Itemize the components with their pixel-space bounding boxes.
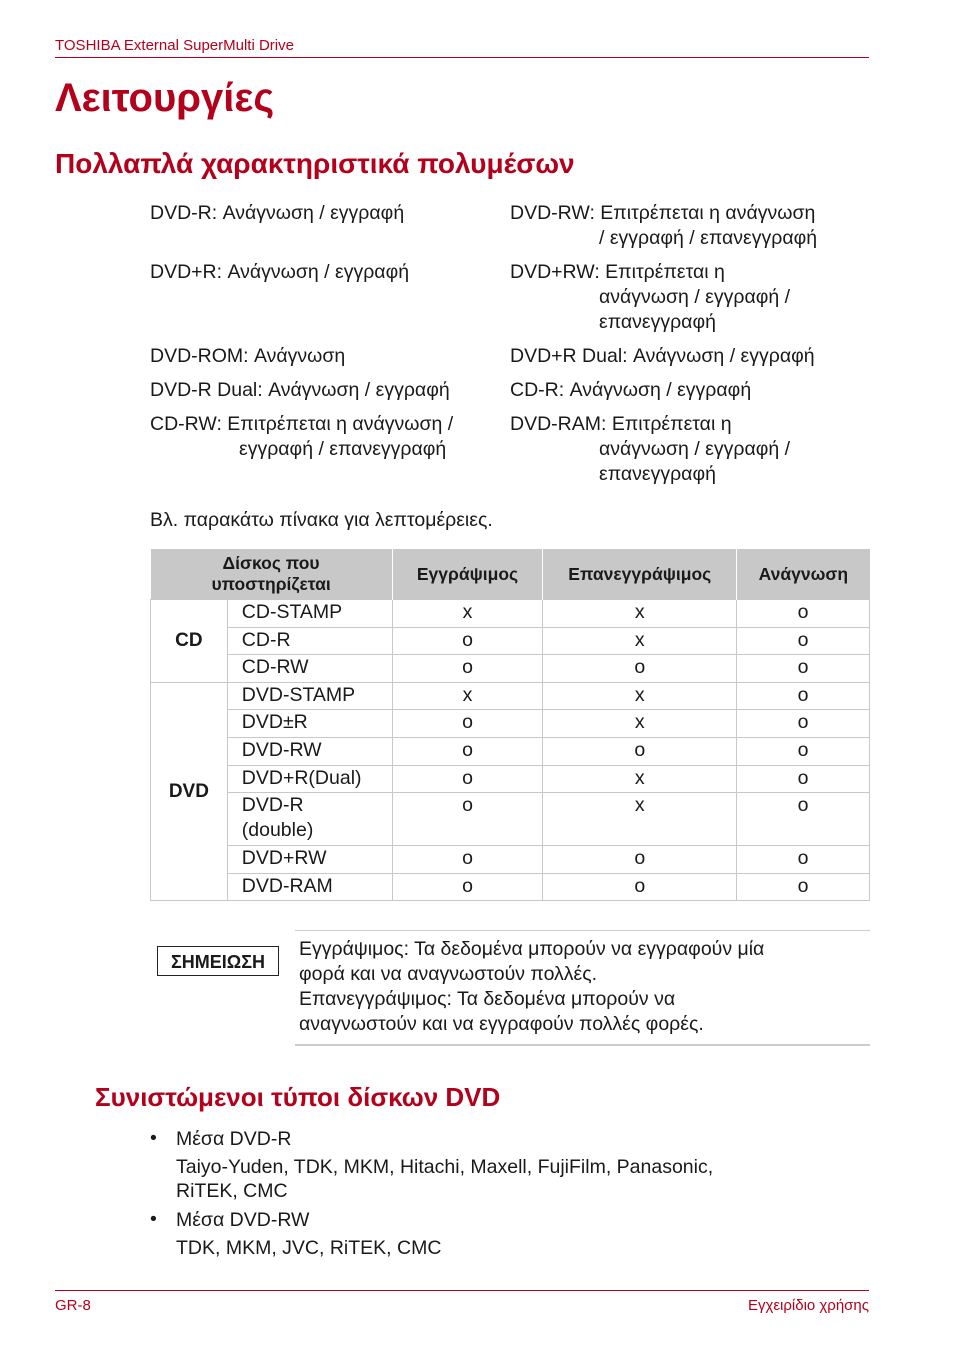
writable-cell: o [392, 737, 543, 765]
header-rule [55, 57, 869, 58]
disc-name: DVD-STAMP [227, 682, 392, 710]
disc-name: CD-STAMP [227, 600, 392, 628]
feature-item: DVD-RW: Επιτρέπεται η ανάγνωση / εγγραφή / επανεγγραφή [510, 202, 818, 249]
media-label: Μέσα DVD-RW [176, 1209, 310, 1231]
readable-cell: o [737, 600, 870, 628]
note-bottom-rule [295, 1044, 870, 1046]
disc-name: DVD-RW [227, 737, 392, 765]
writable-cell: x [392, 682, 543, 710]
table-row [151, 682, 870, 710]
rewritable-cell: x [543, 627, 737, 655]
feature-item: DVD-R Dual: Ανάγνωση / εγγραφή [150, 379, 450, 401]
readable-cell: o [737, 846, 870, 874]
table-row [151, 793, 870, 846]
disc-name: DVD-RAM [227, 873, 392, 901]
feature-item: DVD-RAM: Επιτρέπεται η ανάγνωση / εγγραφή / επανεγγραφή [510, 413, 791, 485]
feature-item: CD-RW: Επιτρέπεται η ανάγνωση / εγγραφή / επανεγγραφή [150, 413, 454, 460]
list-item [176, 1208, 856, 1260]
note-body: Εγγράψιμος: Τα δεδομένα μπορούν να εγγραφούν μία φορά και να αναγνωστούν πολλές. Επανεγγράψιμος: Τα δεδομένα μπορούν να αναγνωστούν και να εγγραφούν πολλές φορές. [299, 938, 765, 1035]
page-number: GR-8 [55, 1297, 91, 1314]
table-row [151, 765, 870, 793]
media-label: Μέσα DVD-R [176, 1128, 292, 1150]
feature-item: DVD+R: Ανάγνωση / εγγραφή [150, 261, 410, 283]
recommended-title: Συνιστώμενοι τύποι δίσκων DVD [95, 1082, 501, 1112]
readable-cell: o [737, 655, 870, 683]
note-label: ΣΗΜΕΙΩΣΗ [157, 946, 279, 976]
readable-cell: o [737, 710, 870, 738]
rewritable-cell: x [543, 793, 737, 846]
readable-cell: o [737, 765, 870, 793]
page-title: Λειτουργίες [55, 76, 275, 120]
disc-name: DVD+RW [227, 846, 392, 874]
disc-name: CD-RW [227, 655, 392, 683]
feature-item: DVD+R Dual: Ανάγνωση / εγγραφή [510, 345, 815, 367]
readable-cell: o [737, 737, 870, 765]
table-row [151, 627, 870, 655]
rewritable-cell: o [543, 873, 737, 901]
readable-cell: o [737, 793, 870, 846]
note-top-rule [295, 930, 870, 931]
disc-name: DVD-R (double) [227, 793, 392, 846]
running-header: TOSHIBA External SuperMulti Drive [55, 37, 294, 54]
readable-cell: o [737, 682, 870, 710]
feature-item: CD-R: Ανάγνωση / εγγραφή [510, 379, 752, 401]
rewritable-cell: o [543, 846, 737, 874]
writable-cell: o [392, 710, 543, 738]
table-intro: Βλ. παρακάτω πίνακα για λεπτομέρειες. [150, 509, 493, 531]
writable-cell: o [392, 627, 543, 655]
rewritable-cell: o [543, 655, 737, 683]
media-brands: TDK, MKM, JVC, RiTEK, CMC [176, 1236, 442, 1259]
list-item [176, 1127, 856, 1204]
feature-item: DVD-ROM: Ανάγνωση [150, 345, 346, 367]
writable-cell: x [392, 600, 543, 628]
disc-support-table [150, 549, 870, 901]
disc-name: DVD±R [227, 710, 392, 738]
group-label: DVD [151, 682, 228, 901]
writable-cell: o [392, 765, 543, 793]
table-header-row [151, 549, 870, 600]
table-row [151, 737, 870, 765]
table-row [151, 600, 870, 628]
rewritable-cell: x [543, 682, 737, 710]
disc-name: CD-R [227, 627, 392, 655]
readable-cell: o [737, 627, 870, 655]
rewritable-cell: x [543, 710, 737, 738]
manual-name: Εγχειρίδιο χρήσης [747, 1297, 869, 1314]
rewritable-cell: x [543, 600, 737, 628]
feature-item: DVD+RW: Επιτρέπεται η ανάγνωση / εγγραφή / επανεγγραφή [510, 261, 791, 333]
header-readable: Ανάγνωση [737, 549, 870, 600]
writable-cell: o [392, 873, 543, 901]
bullet-icon: • [150, 1127, 157, 1149]
header-writable: Εγγράψιμος [392, 549, 543, 600]
table-row [151, 873, 870, 901]
table-row [151, 655, 870, 683]
rewritable-cell: o [543, 737, 737, 765]
writable-cell: o [392, 655, 543, 683]
table-row [151, 710, 870, 738]
feature-item: DVD-R: Ανάγνωση / εγγραφή [150, 202, 405, 224]
writable-cell: o [392, 793, 543, 846]
media-brands: Taiyo-Yuden, TDK, MKM, Hitachi, Maxell, FujiFilm, Panasonic, RiTEK, CMC [176, 1155, 714, 1202]
table-row [151, 846, 870, 874]
footer-rule [55, 1290, 869, 1291]
group-label: CD [151, 600, 228, 683]
header-disc: Δίσκος που υποστηρίζεται [151, 549, 393, 600]
readable-cell: o [737, 873, 870, 901]
section-title: Πολλαπλά χαρακτηριστικά πολυμέσων [55, 148, 575, 179]
bullet-icon: • [150, 1208, 157, 1230]
header-rewritable: Επανεγγράψιμος [543, 549, 737, 600]
disc-name: DVD+R(Dual) [227, 765, 392, 793]
writable-cell: o [392, 846, 543, 874]
rewritable-cell: x [543, 765, 737, 793]
